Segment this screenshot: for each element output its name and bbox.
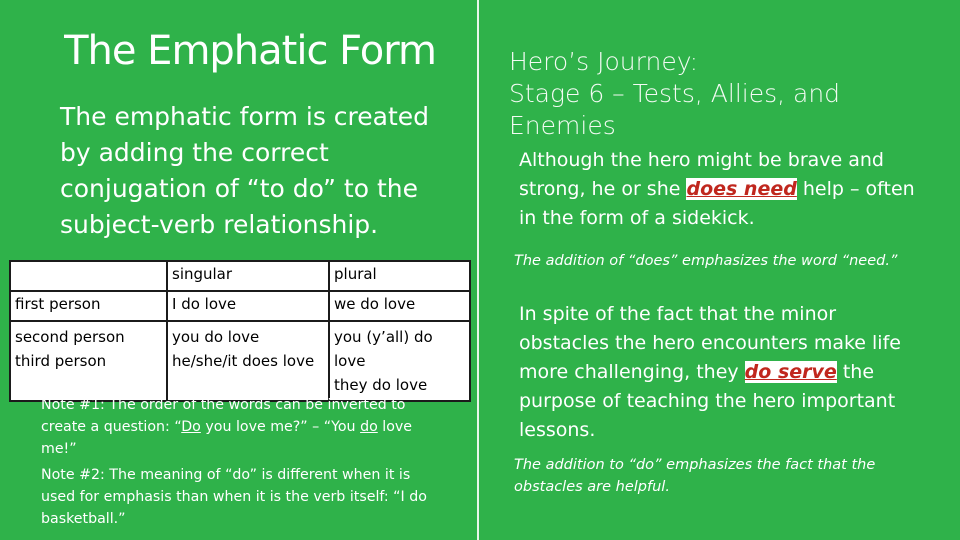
note-1 (41, 394, 431, 460)
paragraph-text: help – often in the form of a sidekick. (519, 178, 915, 229)
table-cell: we do love (329, 291, 470, 321)
table-header-cell: singular (167, 261, 329, 291)
right-heading-line: Stage 6 – Tests, Allies, and Enemies (509, 79, 841, 140)
paragraph-1 (519, 146, 929, 233)
table-cell-line: you (y’all) do love (334, 328, 433, 370)
conjugation-table (9, 260, 471, 402)
note-2: Note #2: The meaning of “do” is different when it is used for emphasis than when it is the verb itself: “I do basketball.” (41, 467, 427, 527)
table-header-cell (10, 261, 167, 291)
right-heading (509, 46, 949, 142)
left-intro-text: The emphatic form is created by adding the correct conjugation of “to do” to the subject-verb relationship. (60, 102, 430, 239)
table-cell (10, 321, 167, 401)
note-1-text: Note #1: The order of the words can be inverted to create a question: “ (41, 397, 406, 435)
paragraph-text: Although the hero might be brave and strong, he or she (519, 149, 884, 200)
table-cell-line: third person (15, 352, 107, 370)
table-header-row (10, 261, 470, 291)
table-row (10, 321, 470, 401)
paragraph-2 (519, 300, 929, 445)
note-1-underlined: Do (181, 419, 201, 435)
table-cell-line: they do love (334, 376, 428, 394)
right-heading-line: Hero’s Journey: (509, 47, 699, 76)
table-cell-line: he/she/it does love (172, 352, 315, 370)
emphasis-highlight: does need (686, 178, 797, 200)
table-cell-line: second person (15, 328, 125, 346)
table-header-cell: plural (329, 261, 470, 291)
note-1-underlined: do (360, 419, 378, 435)
paragraph-text: In spite of the fact that the minor obstacles the hero encounters make life more challenging, they (519, 303, 901, 383)
note-1-text: you love me?” – “You (200, 419, 361, 435)
table-cell-line: you do love (172, 328, 260, 346)
table-cell: first person (10, 291, 167, 321)
table-row (10, 291, 470, 321)
caption-1: The addition of “does” emphasizes the word “need.” (514, 253, 898, 269)
caption-2: The addition to “do” emphasizes the fact that the obstacles are helpful. (514, 457, 876, 495)
note-1-text: love me!” (41, 419, 413, 457)
paragraph-text: the purpose of teaching the hero important lessons. (519, 361, 896, 441)
left-title: The Emphatic Form (64, 28, 436, 74)
table-cell: I do love (167, 291, 329, 321)
column-divider (477, 0, 479, 540)
emphasis-highlight: do serve (744, 361, 837, 383)
table-cell (329, 321, 470, 401)
table-cell (167, 321, 329, 401)
